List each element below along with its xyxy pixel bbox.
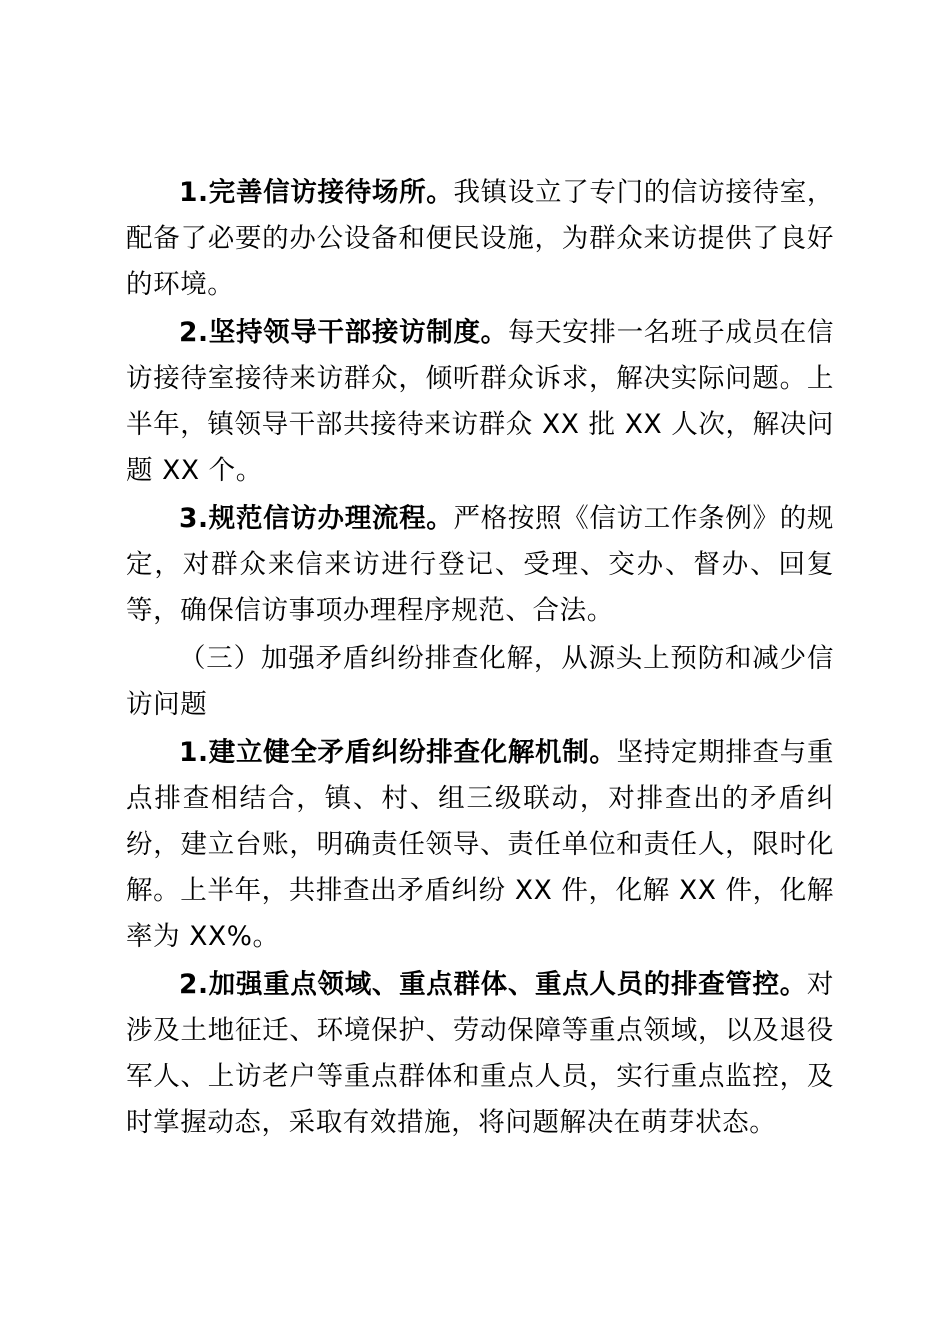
paragraph-process-standard [126, 496, 834, 634]
paragraph-heading: 2.坚持领导干部接访制度。 [179, 317, 508, 348]
paragraph-key-control [126, 962, 834, 1146]
section-heading-three [126, 636, 834, 728]
paragraph-heading: 3.规范信访办理流程。 [179, 503, 454, 534]
section-heading-text: （三）加强矛盾纠纷排查化解，从源头上预防和减少信访问题 [126, 643, 834, 720]
paragraph-leader-reception [126, 310, 834, 494]
paragraph-heading: 2.加强重点领域、重点群体、重点人员的排查管控。 [179, 969, 807, 1000]
paragraph-text: 严格按照《信访工作条例》的规定，对群众来信来访进行登记、受理、交办、督办、回复等，确保信访事项办理程序规范、合法。 [126, 503, 834, 626]
paragraph-text: 我镇设立了专门的信访接待室，配备了必要的办公设备和便民设施，为群众来访提供了良好的环境。 [126, 177, 834, 300]
paragraph-dispute-mechanism [126, 730, 834, 960]
paragraph-heading: 1.建立健全矛盾纠纷排查化解机制。 [179, 737, 617, 768]
paragraph-heading: 1.完善信访接待场所。 [179, 177, 454, 208]
paragraph-text: 每天安排一名班子成员在信访接待室接待来访群众，倾听群众诉求，解决实际问题。上半年，镇领导干部共接待来访群众 XX 批 XX 人次，解决问题 XX 个。 [126, 317, 834, 486]
paragraph-text: 坚持定期排查与重点排查相结合，镇、村、组三级联动，对排查出的矛盾纠纷，建立台账，明确责任领导、责任单位和责任人，限时化解。上半年，共排查出矛盾纠纷 XX 件，化解 XX 件，化解率为 XX%。 [126, 737, 834, 952]
paragraph-reception-venue [126, 170, 834, 308]
document-body [126, 170, 834, 1148]
paragraph-text: 对涉及土地征迁、环境保护、劳动保障等重点领域，以及退役军人、上访老户等重点群体和重点人员，实行重点监控，及时掌握动态，采取有效措施，将问题解决在萌芽状态。 [126, 969, 834, 1138]
